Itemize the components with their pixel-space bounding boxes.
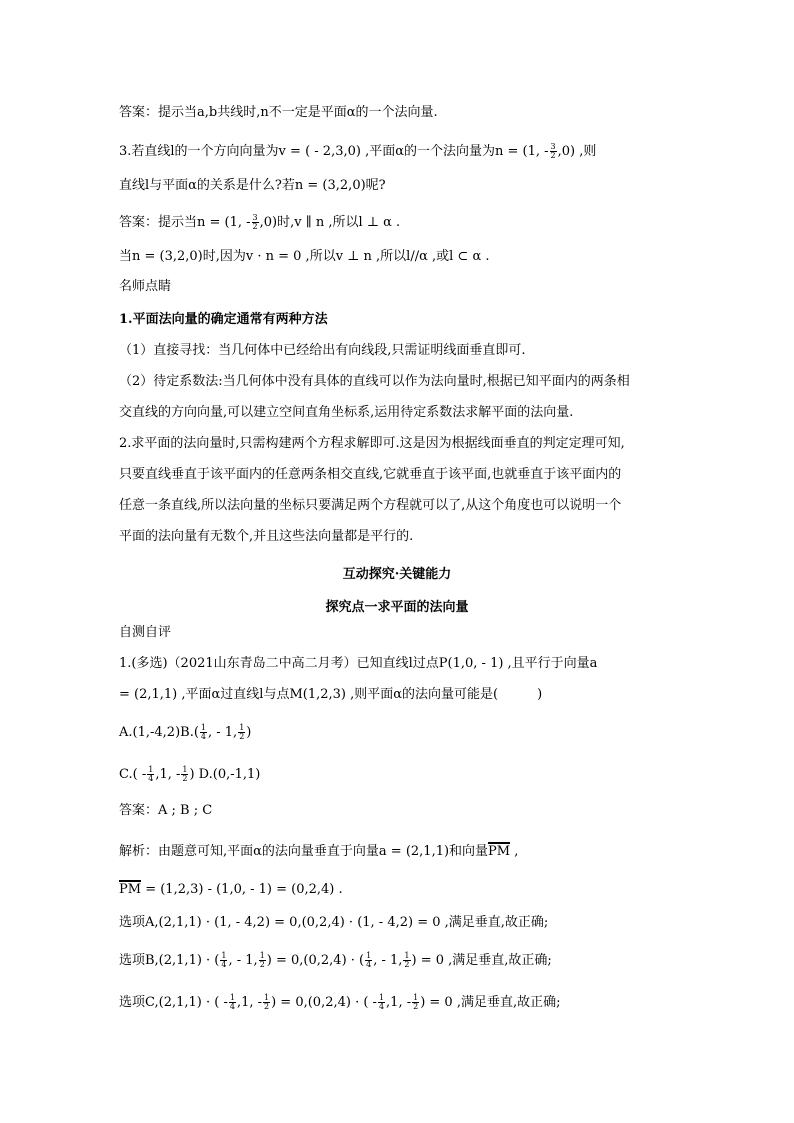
fraction-1-4: $\frac{1}{4}$: [148, 765, 154, 783]
method-1: （1）直接寻找：当几何体中已经给出有向线段,只需证明线面垂直即可.: [119, 343, 526, 358]
option-a-check: 选项A,(2,1,1) · (1, - 4,2) = 0,(0,2,4) · (1, - 4,2) = 0 ,满足垂直,故正确;: [119, 915, 549, 930]
fraction-1-4: $\frac{1}{4}$: [366, 951, 372, 969]
subsection-heading: 探究点一求平面的法向量: [325, 600, 469, 615]
fraction-1-2: $\frac{1}{2}$: [413, 993, 419, 1011]
self-test-heading: 自测自评: [119, 625, 172, 640]
fraction-3-2: $\frac{3}{2}$: [252, 213, 258, 231]
section-heading: 互动探究·关键能力: [342, 567, 452, 582]
answer-abc: 答案：A ; B ; C: [119, 803, 213, 818]
teacher-notes-heading: 名师点睛: [119, 279, 172, 294]
option-c-check: 选项C,(2,1,1) · ( - $\frac{1}{4}$ ,1, - $\frac{1}{2}$ ) = 0,(0,2,4) · ( - $\frac{1}{4}$ ,1, - $\frac{1}{2}$ ) = 0 ,满足垂直,故正确;: [119, 993, 561, 1011]
fraction-1-2: $\frac{1}{2}$: [182, 765, 188, 783]
fraction-3-2: $\frac{3}{2}$: [550, 142, 556, 160]
answer-line-3: 当n = (3,2,0)时,因为v · n = 0 ,所以v ⊥ n ,所以l//α ,或l ⊂ α .: [119, 249, 490, 264]
options-c-d: C.( - $\frac{1}{4}$ ,1, - $\frac{1}{2}$ ) D.(0,-1,1): [119, 765, 261, 783]
analysis-line-2: PM = (1,2,3) - (1,0, - 1) = (0,2,4) .: [119, 882, 343, 897]
point-2-line-3: 任意一条直线,所以法向量的坐标只要满足两个方程就可以了,从这个角度也可以说明一个: [119, 498, 622, 513]
answer-line-2: 答案：提示当n = (1, - $\frac{3}{2}$ ,0)时,v ∥ n ,所以l ⊥ α .: [119, 213, 401, 231]
fraction-1-4: $\frac{1}{4}$: [200, 723, 206, 741]
method-heading: 1.平面法向量的确定通常有两种方法: [119, 312, 328, 327]
options-a-b: A.(1,-4,2)B.( $\frac{1}{4}$ , - 1, $\frac{1}{2}$ ): [119, 723, 252, 741]
fraction-1-4: $\frac{1}{4}$: [229, 993, 235, 1011]
option-b-check: 选项B,(2,1,1) · ( $\frac{1}{4}$ , - 1, $\frac{1}{2}$ ) = 0,(0,2,4) · ( $\frac{1}{4}$ , - 1, $\frac{1}{2}$ ) = 0 ,满足垂直,故正确;: [119, 951, 552, 969]
fraction-1-4: $\frac{1}{4}$: [378, 993, 385, 1011]
fraction-1-2: $\frac{1}{2}$: [259, 951, 265, 969]
method-2-line-1: （2）待定系数法:当几何体中没有具体的直线可以作为法向量时,根据已知平面内的两条相: [119, 374, 630, 389]
vector-pm: PM: [488, 844, 511, 859]
vector-pm: PM: [119, 882, 142, 897]
question-3-line-1: 3.若直线l的一个方向向量为v = ( - 2,3,0) ,平面α的一个法向量为n = (1, - $\frac{3}{2}$ ,0) ,则: [119, 142, 597, 160]
fraction-1-2: $\frac{1}{2}$: [404, 951, 410, 969]
fraction-1-2: $\frac{1}{2}$: [239, 723, 245, 741]
method-2-line-2: 交直线的方向向量,可以建立空间直角坐标系,运用待定系数法求解平面的法向量.: [119, 405, 574, 420]
question-3-line-2: 直线l与平面α的关系是什么?若n = (3,2,0)呢?: [119, 178, 386, 193]
problem-1-line-2: = (2,1,1) ,平面α过直线l与点M(1,2,3) ,则平面α的法向量可能是( ): [119, 687, 543, 702]
point-2-line-4: 平面的法向量有无数个,并且这些法向量都是平行的.: [119, 529, 414, 544]
answer-line-1: 答案：提示当a,b共线时,n不一定是平面α的一个法向量.: [119, 105, 438, 120]
fraction-1-4: $\frac{1}{4}$: [221, 951, 227, 969]
problem-1-line-1: 1.(多选)（2021山东青岛二中高二月考）已知直线l过点P(1,0, - 1) ,且平行于向量a: [119, 656, 598, 671]
point-2-line-1: 2.求平面的法向量时,只需构建两个方程求解即可.这是因为根据线面垂直的判定定理可知,: [119, 436, 625, 451]
fraction-1-2: $\frac{1}{2}$: [264, 993, 270, 1011]
point-2-line-2: 只要直线垂直于该平面内的任意两条相交直线,它就垂直于该平面,也就垂直于该平面内的: [119, 467, 622, 482]
analysis-line-1: 解析：由题意可知,平面α的法向量垂直于向量a = (2,1,1)和向量PM ,: [119, 844, 519, 859]
